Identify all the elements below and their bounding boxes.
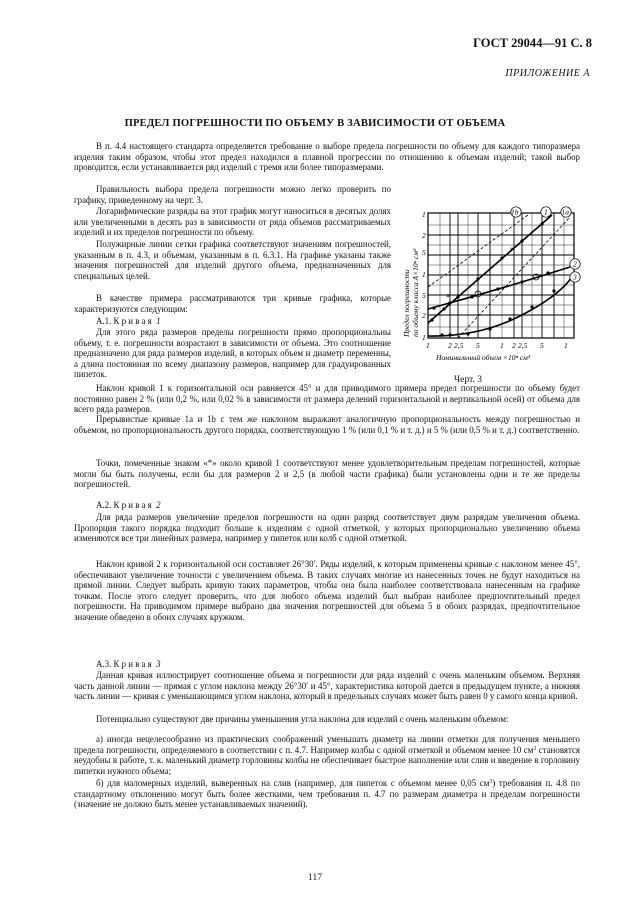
x-axis-title: Номинальный объем ×10ⁿ см³ (436, 353, 531, 362)
paragraph: Прерывистые кривые 1а и 1b с тем же наклоном выражают аналогичную пропорциональность между погрешностью и объемом, но пропорциональность другого порядка, соответствующую 1 % (или 0,1 % и т. д.) и 5 % (или 0,5 % и т. д.) соответственно. (74, 414, 580, 435)
y-tick-label: 1 (422, 333, 426, 342)
curve-label: 3 (573, 272, 577, 282)
subsection-number: А.3. (96, 659, 112, 669)
appendix-label: ПРИЛОЖЕНИЕ А (505, 68, 590, 79)
paragraph: Полужирные линии сетки графика соответствуют значениям погрешностей, указанным в п. 4.3, и объемам, указанным в п. 6.3.1. На графике указаны также значения погрешностей для изделий другого объема, предназначенных для специальных целей. (74, 239, 391, 281)
x-tick-label: 1 (500, 341, 504, 350)
section-title: ПРЕДЕЛ ПОГРЕШНОСТИ ПО ОБЪЕМУ В ЗАВИСИМОСТИ ОТ ОБЪЕМА (124, 118, 506, 129)
subsection-number: А.2. (96, 500, 112, 510)
subsection-heading (74, 500, 580, 511)
svg-text:*: * (510, 246, 514, 255)
subsection-number: А.1. (96, 316, 112, 326)
paragraph: Потенциально существуют две причины уменьшения угла наклона для изделий с очень маленьким объемом: (96, 714, 509, 724)
text-run: а) иногда нецелесообразно из практических соображений уменьшать диаметр на линии отметки для получения меньшего предела погрешности, определяемого в соответствии с п. 4.7. Например колбы с одной отметкой и объемом менее 10 см (74, 734, 580, 755)
y-axis-title: Предел погрешности (402, 269, 411, 337)
subsection-word: Кривая (113, 316, 154, 326)
paragraph: Логарифмические разряды на этот график могут наноситься в десятых долях или увеличенными в десять раз в зависимости от ряда объемов рассматриваемых изделий и их пределов погрешности по объему. (74, 206, 391, 238)
text-run: б) для маломерных изделий, выверенных на слив (например, для пипеток с объемом менее 0,05 см (96, 778, 490, 788)
x-tick-label: 2,5 (518, 341, 528, 350)
curve-label: 2 (573, 259, 577, 269)
superscript: 3 (533, 745, 537, 752)
subsection-word: Кривая (113, 659, 154, 669)
chart-figure (398, 205, 584, 370)
x-tick-label: 1 (426, 341, 430, 350)
text-run: становятся неудобны в работе, т. к. маленький диаметр горловины колбы не обеспечивает быстрое наполнение или слив и введение в горловину пипетки нужного объема; (74, 744, 581, 776)
paragraph: В качестве примера рассматриваются три кривые графика, которые характеризуются следующим: (74, 293, 391, 314)
chart-grid (428, 213, 574, 338)
x-tick-label: 1 (564, 341, 568, 350)
curve-number: 1 (156, 316, 161, 326)
curve-label: 1a (561, 207, 569, 217)
paragraph: Наклон кривой 1 к горизонтальной оси равняется 45° и для приводимого примера предел погрешности по объему будет постоянно равен 2 % (или 0,2 %, или 0,02 % в зависимости от размера делений горизонтальной и вертикальной осей) от объема для всего ряда размеров. (74, 383, 580, 415)
curve-label-group (511, 207, 580, 282)
paragraph: Правильность выбора предела погрешности можно легко проверить по графику, приведенному на черт. 3. (74, 184, 391, 205)
paragraph (74, 778, 580, 810)
x-tick-label: 2,5 (454, 341, 464, 350)
svg-text:*: * (446, 293, 450, 302)
paragraph: В п. 4.4 настоящего стандарта определяется требование о выборе предела погрешности по объему для каждого типоразмера изделия таким образом, чтобы этот предел находился в плавной прогрессии по отношению к объемам изделий; такой выбор проводится, если устанавливается ряд изделий с тремя или более типоразмерами. (74, 141, 580, 173)
doc-code: ГОСТ 29044—91 С. 8 (473, 36, 592, 50)
y-tick-label: 5 (422, 248, 426, 257)
paragraph: Для этого ряда размеров пределы погрешности прямо пропорциональны объему, т. е. погрешности возрастают в зависимости от объема. Это соотношение предназначено для ряда размеров изделий, в которых объем и диаметр переменны, а длина постоянная по всему диапазону размеров, например для градуированных пипеток. (74, 327, 391, 380)
paragraph: Точки, помеченные знаком «*» около кривой 1 соответствуют менее удовлетворительным пределам погрешностей, которые могли бы быть получены, если бы для размеров 2 и 2,5 (в любой части графика) были установлены одни и те же пределы погрешностей. (74, 458, 580, 490)
curve-label: 1 (544, 207, 548, 217)
x-tick-label: 2 (512, 341, 516, 350)
x-tick-label: 5 (476, 341, 480, 350)
curve-label: 1b (511, 207, 519, 217)
y-tick-label: 5 (422, 291, 426, 300)
figure-caption: Черт. 3 (454, 375, 482, 385)
subsection-heading (74, 316, 391, 327)
superscript: 3 (489, 779, 493, 785)
y-tick-label: 1 (422, 210, 426, 219)
page-number: 117 (308, 873, 322, 883)
text-run: ) требования п. 4.8 по стандартному отклонению могут быть более жесткими, чем требования п. 4.7 по размерам диаметра и пределам погрешности (значение не должно быть менее устанавливаемых значений). (74, 778, 580, 810)
y-tick-label: 2 (422, 231, 426, 240)
paragraph: Для ряда размеров увеличение пределов погрешности на один разряд соответствует двум разрядам увеличения объема. Пропорция такого порядка подходит больше к изделиям с одной отметкой, у которых пропорционально увеличению объема изменяются все три линейных размера, например у пипеток или колб с одной отметкой. (74, 512, 580, 544)
y-axis-title: по объему класса А×10ⁿ см³ (411, 248, 420, 337)
subsection-heading (74, 659, 580, 670)
paragraph: Наклон кривой 2 к горизонтальной оси составляет 26°30′. Ряды изделий, к которым применены кривые с наклоном менее 45°, обеспечивают увеличение точности с увеличением объема. В таких случаях многие из нанесенных точек не будут находиться на прямой линии. Следует выбрать кривую таких параметров, чтобы она была наиболее соответствовала нанесенным на графике точкам. После этого следует проверить, что для любого объема изделий был выбран наиболее предпочтительный предел погрешности. На приводимом примере выбрано два значения погрешностей для объема 5 в обоих разрядах, предпочтительное значение обведено в обоих случаях кружком. (74, 559, 580, 622)
subsection-word: Кривая (113, 500, 154, 510)
x-tick-label: 5 (540, 341, 544, 350)
curve-number: 3 (156, 659, 161, 669)
x-tick-label: 2 (448, 341, 452, 350)
paragraph (74, 734, 580, 776)
curve-number: 2 (156, 500, 161, 510)
paragraph: Данная кривая иллюстрирует соотношение объема и погрешности для ряда изделий с очень маленьким объемом. Верхняя часть данной линии — прямая с углом наклона между 26°30′ и 45°, характеристика которой дается в предыдущем пункте, а нижняя часть линии — кривая с уменьшающимся углом наклона, который в предельных случаях может быть равен 0 у самого конца кривой. (74, 670, 580, 702)
y-tick-label: 1 (422, 270, 426, 279)
y-tick-label: 2 (422, 311, 426, 320)
